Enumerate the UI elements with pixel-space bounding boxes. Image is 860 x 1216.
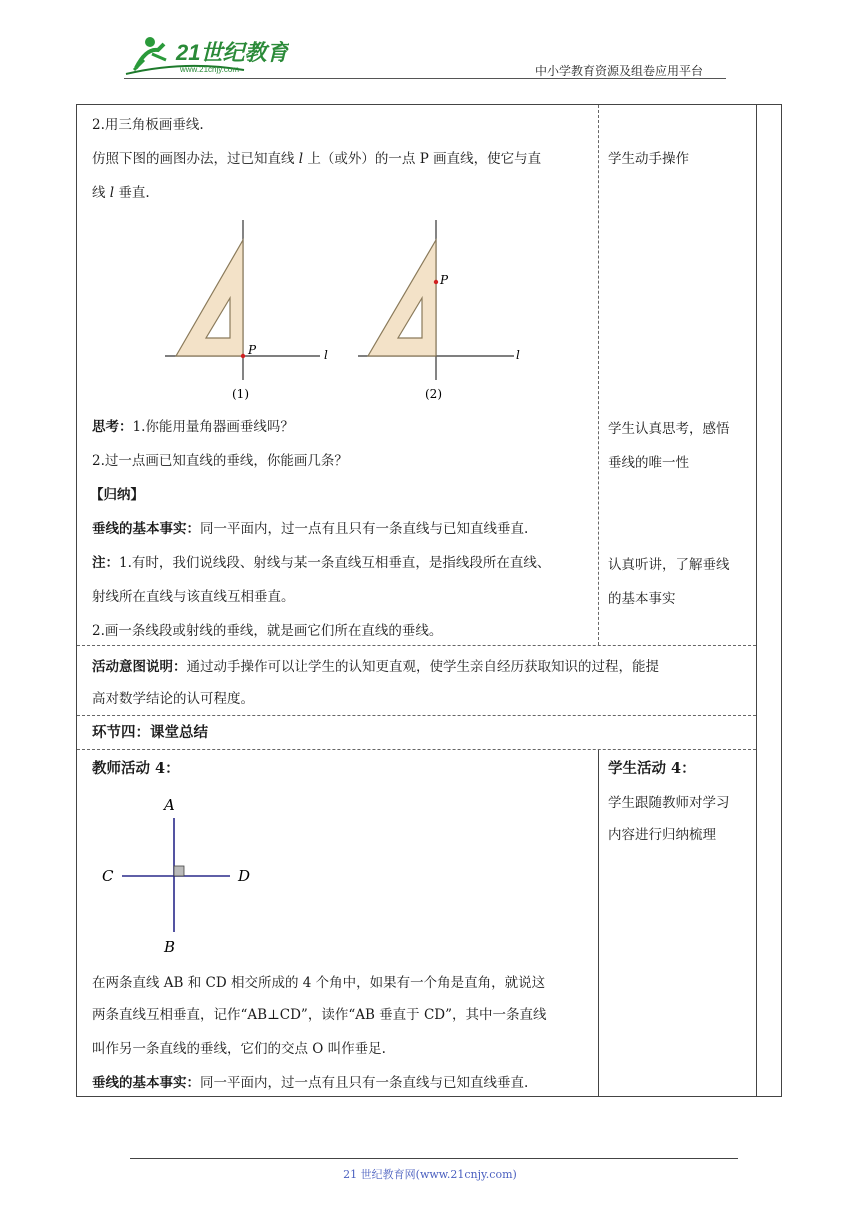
line-label-2: l bbox=[516, 348, 520, 362]
row-divider-1 bbox=[77, 645, 756, 646]
section-title: 2.用三角板画垂线. bbox=[92, 117, 204, 133]
student-activity-2a: 学生认真思考，感悟 bbox=[608, 421, 730, 437]
platform-name: 中小学教育资源及组卷应用平台 bbox=[535, 64, 704, 78]
site-logo bbox=[124, 30, 289, 76]
student-activity-2b: 垂线的唯一性 bbox=[608, 455, 689, 471]
think-q2: 2.过一点画已知直线的垂线，你能画几条？ bbox=[92, 453, 348, 469]
note-1a-text: 1.有时，我们说线段、射线与某一条直线互相垂直，是指线段所在直线、 bbox=[119, 555, 551, 571]
section4-title: 环节四：课堂总结 bbox=[92, 724, 208, 741]
basic-fact-1 bbox=[92, 520, 528, 538]
definition-line-1: 在两条直线 AB 和 CD 相交所成的 4 个角中，如果有一个角是直角，就说这 bbox=[92, 975, 546, 991]
fact-label-1: 垂线的基本事实： bbox=[92, 521, 200, 537]
note-1a bbox=[92, 554, 550, 572]
line-label-1: l bbox=[324, 348, 328, 362]
student-activity-4a: 学生跟随教师对学习 bbox=[608, 795, 730, 811]
footer-rule bbox=[130, 1158, 738, 1159]
fact-label-2: 垂线的基本事实： bbox=[92, 1075, 200, 1091]
instr-a: 仿照下图的画图办法，过已知直线 bbox=[92, 151, 299, 167]
logo-url: www.21cnjy.com bbox=[180, 65, 239, 74]
fact-text-2: 同一平面内，过一点有且只有一条直线与已知直线垂直. bbox=[200, 1075, 529, 1091]
definition-line-3: 叫作另一条直线的垂线，它们的交点 O 叫作垂足. bbox=[92, 1041, 386, 1057]
student-activity-4b: 内容进行归纳梳理 bbox=[608, 827, 716, 843]
label-c: C bbox=[102, 867, 114, 885]
intent-label: 活动意图说明： bbox=[92, 659, 187, 675]
definition-line-2: 两条直线互相垂直，记作“AB⊥CD”，读作“AB 垂直于 CD”，其中一条直线 bbox=[92, 1007, 547, 1023]
student-activity-1: 学生动手操作 bbox=[608, 151, 689, 167]
header-rule bbox=[124, 78, 726, 79]
note-label: 注： bbox=[92, 555, 119, 571]
table-col-divider-right bbox=[756, 104, 757, 1097]
caption-2: (2) bbox=[425, 387, 442, 401]
figure-1 bbox=[165, 220, 328, 401]
instr-l2: l bbox=[109, 185, 115, 201]
caption-1: (1) bbox=[232, 387, 249, 401]
table-col-divider-student bbox=[598, 105, 599, 645]
figure-2 bbox=[358, 220, 520, 401]
row-divider-3 bbox=[77, 749, 756, 750]
point-label-1: P bbox=[248, 343, 257, 357]
label-a: A bbox=[164, 796, 175, 814]
think-q1-text: 1.你能用量角器画垂线吗？ bbox=[132, 419, 294, 435]
intent-line-1 bbox=[92, 658, 659, 676]
note-2: 2.画一条线段或射线的垂线，就是画它们所在直线的垂线。 bbox=[92, 623, 443, 639]
fact-text-1: 同一平面内，过一点有且只有一条直线与已知直线垂直. bbox=[200, 521, 529, 537]
perpendicular-diagram bbox=[96, 792, 266, 960]
set-square-figure bbox=[160, 212, 540, 408]
intent-text-a: 通过动手操作可以让学生的认知更直观，使学生亲自经历获取知识的过程，能提 bbox=[186, 659, 659, 675]
summary-heading: 【归纳】 bbox=[90, 487, 144, 503]
teacher-activity-label: 教师活动 4： bbox=[92, 760, 180, 777]
instr-d: 垂直. bbox=[114, 185, 150, 201]
instruction-line-1 bbox=[92, 150, 541, 168]
think-label: 思考： bbox=[92, 419, 133, 435]
student-activity-3b: 的基本事实 bbox=[608, 591, 676, 607]
point-label-2: P bbox=[440, 273, 449, 287]
note-1b: 射线所在直线与该直线互相垂直。 bbox=[92, 589, 295, 605]
table-col-divider-student-2 bbox=[598, 750, 599, 1097]
basic-fact-2 bbox=[92, 1074, 528, 1092]
think-q1 bbox=[92, 418, 294, 436]
instruction-line-2 bbox=[92, 184, 150, 202]
footer-text: 21 世纪教育网(www.21cnjy.com) bbox=[343, 1168, 517, 1181]
instr-c: 线 bbox=[92, 185, 110, 201]
label-b: B bbox=[164, 938, 176, 956]
intent-line-2: 高对数学结论的认可程度。 bbox=[92, 691, 254, 707]
logo-text: 21世纪教育 bbox=[176, 40, 289, 65]
instr-b: 上（或外）的一点 P 画直线，使它与直 bbox=[303, 151, 542, 167]
student-activity-3a: 认真听讲，了解垂线 bbox=[608, 557, 730, 573]
row-divider-2 bbox=[77, 715, 756, 716]
label-d: D bbox=[238, 867, 251, 885]
instr-l1: l bbox=[298, 151, 304, 167]
student-activity-label: 学生活动 4： bbox=[608, 760, 696, 777]
